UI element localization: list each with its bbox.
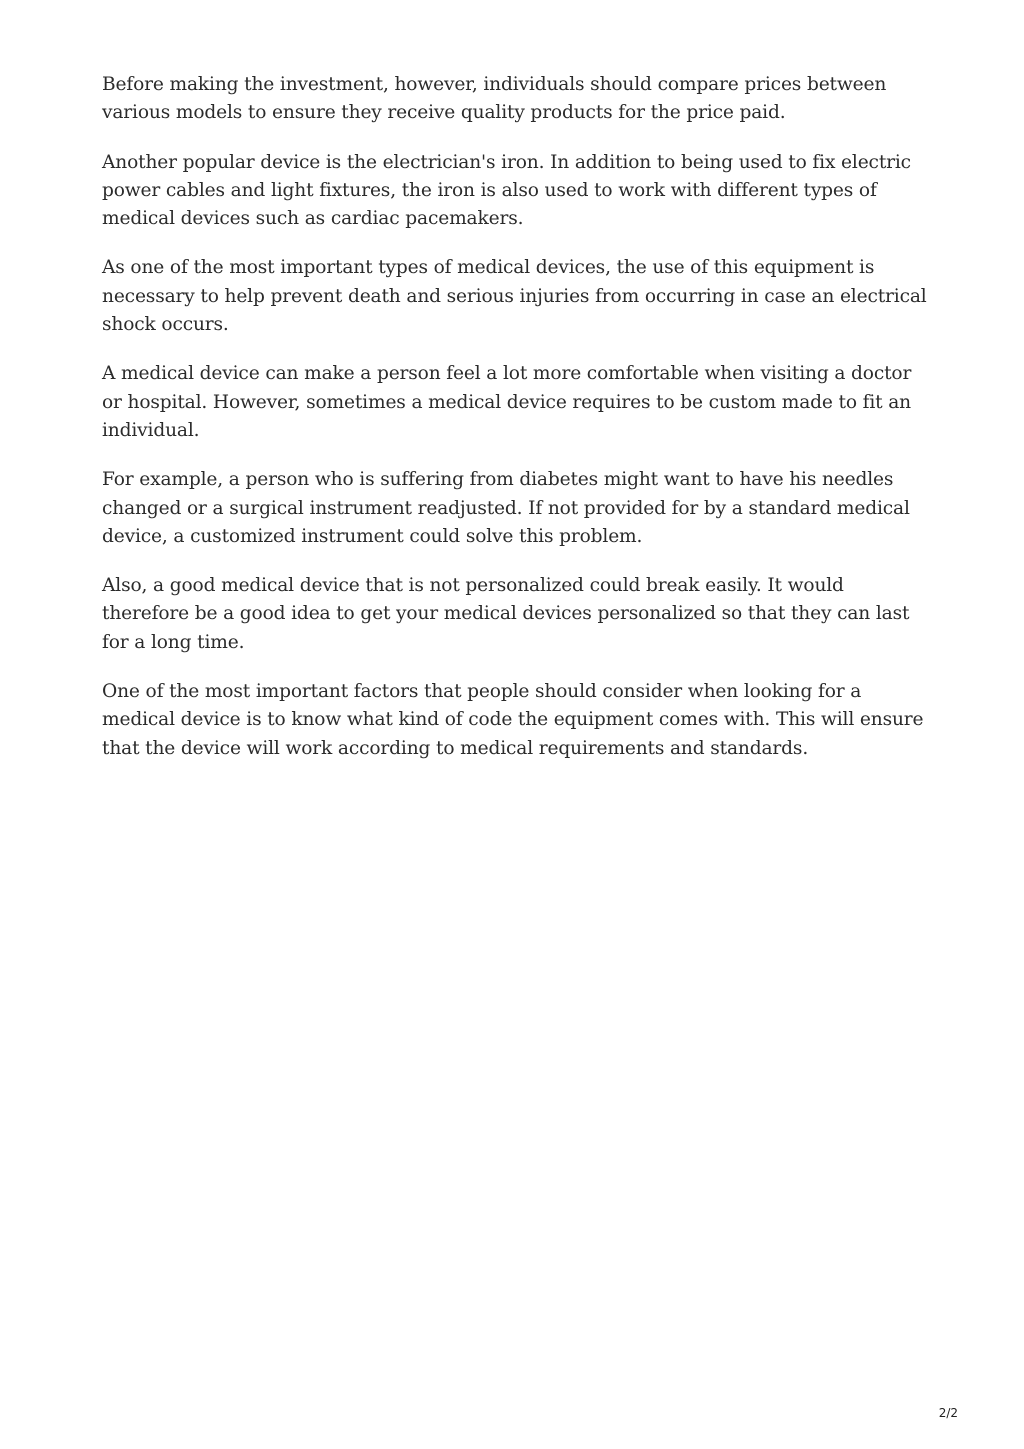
page-number: 2/2 <box>938 1406 958 1420</box>
paragraph: For example, a person who is suffering from diabetes might want to have his needles changed or a surgical instrument readjusted. If not provided for by a standard medical device, a customized instrument could solve this problem. <box>102 469 910 547</box>
paragraph: As one of the most important types of medical devices, the use of this equipment is necessary to help prevent death and serious injuries from occurring in case an electrical shock occurs. <box>102 257 927 336</box>
paragraph: Also, a good medical device that is not personalized could break easily. It would therefore be a good idea to get your medical devices personalized so that they can last for a long time. <box>102 575 910 653</box>
paragraph: A medical device can make a person feel a lot more comfortable when visiting a doctor or hospital. However, sometimes a medical device requires to be custom made to fit an individual. <box>102 363 912 441</box>
paragraph: One of the most important factors that people should consider when looking for a medical device is to know what kind of code the equipment comes with. This will ensure that the device will work according to medical requirements and standards. <box>102 681 924 759</box>
paragraph: Before making the investment, however, individuals should compare prices between various models to ensure they receive quality products for the price paid. <box>102 74 887 124</box>
document-body <box>102 71 932 784</box>
paragraph: Another popular device is the electrician's iron. In addition to being used to fix electric power cables and light fixtures, the iron is also used to work with different types of medical devices such as cardiac pacemakers. <box>102 151 911 230</box>
